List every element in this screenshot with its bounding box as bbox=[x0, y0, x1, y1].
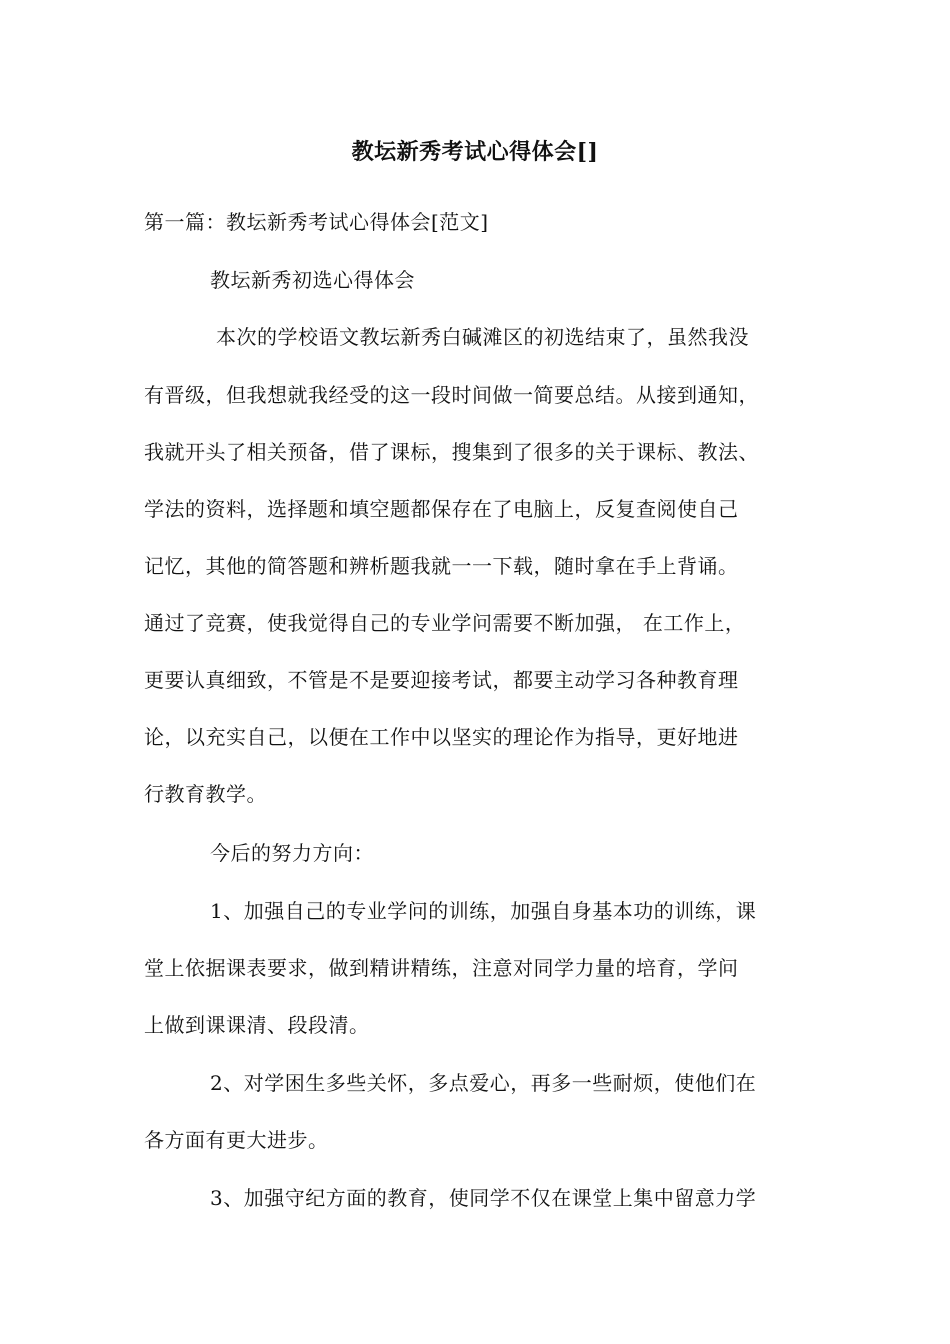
paragraph-line: 有晋级，但我想就我经受的这一段时间做一简要总结。从接到通知， bbox=[144, 383, 759, 407]
subheading: 教坛新秀初选心得体会 bbox=[210, 268, 415, 292]
list-item-line: 1、加强自己的专业学问的训练，加强自身基本功的训练，课 bbox=[210, 899, 757, 923]
paragraph-line: 本次的学校语文教坛新秀白碱滩区的初选结束了，虽然我没 bbox=[216, 325, 749, 349]
paragraph-line: 学法的资料，选择题和填空题都保存在了电脑上，反复查阅使自己 bbox=[144, 497, 739, 521]
list-heading: 今后的努力方向： bbox=[210, 841, 374, 865]
section-heading: 第一篇：教坛新秀考试心得体会[范文] bbox=[144, 210, 489, 234]
list-item-line: 各方面有更大进步。 bbox=[144, 1128, 329, 1152]
paragraph-line: 行教育教学。 bbox=[144, 782, 267, 806]
list-item-line: 上做到课课清、段段清。 bbox=[144, 1013, 370, 1037]
list-item-line: 2、对学困生多些关怀，多点爱心，再多一些耐烦，使他们在 bbox=[210, 1071, 757, 1095]
paragraph-line: 论，以充实自己，以便在工作中以坚实的理论作为指导，更好地进 bbox=[144, 725, 739, 749]
list-item-line: 堂上依据课表要求，做到精讲精练，注意对同学力量的培育，学问 bbox=[144, 956, 739, 980]
paragraph-line: 我就开头了相关预备，借了课标，搜集到了很多的关于课标、教法、 bbox=[144, 440, 759, 464]
paragraph-line: 更要认真细致，不管是不是要迎接考试，都要主动学习各种教育理 bbox=[144, 668, 739, 692]
document-title: 教坛新秀考试心得体会[] bbox=[351, 139, 599, 165]
paragraph-line: 通过了竞赛，使我觉得自己的专业学问需要不断加强， 在工作上， bbox=[144, 611, 746, 635]
list-item-line: 3、加强守纪方面的教育，使同学不仅在课堂上集中留意力学 bbox=[210, 1186, 757, 1210]
paragraph-line: 记忆，其他的简答题和辨析题我就一一下载，随时拿在手上背诵。 bbox=[144, 554, 739, 578]
